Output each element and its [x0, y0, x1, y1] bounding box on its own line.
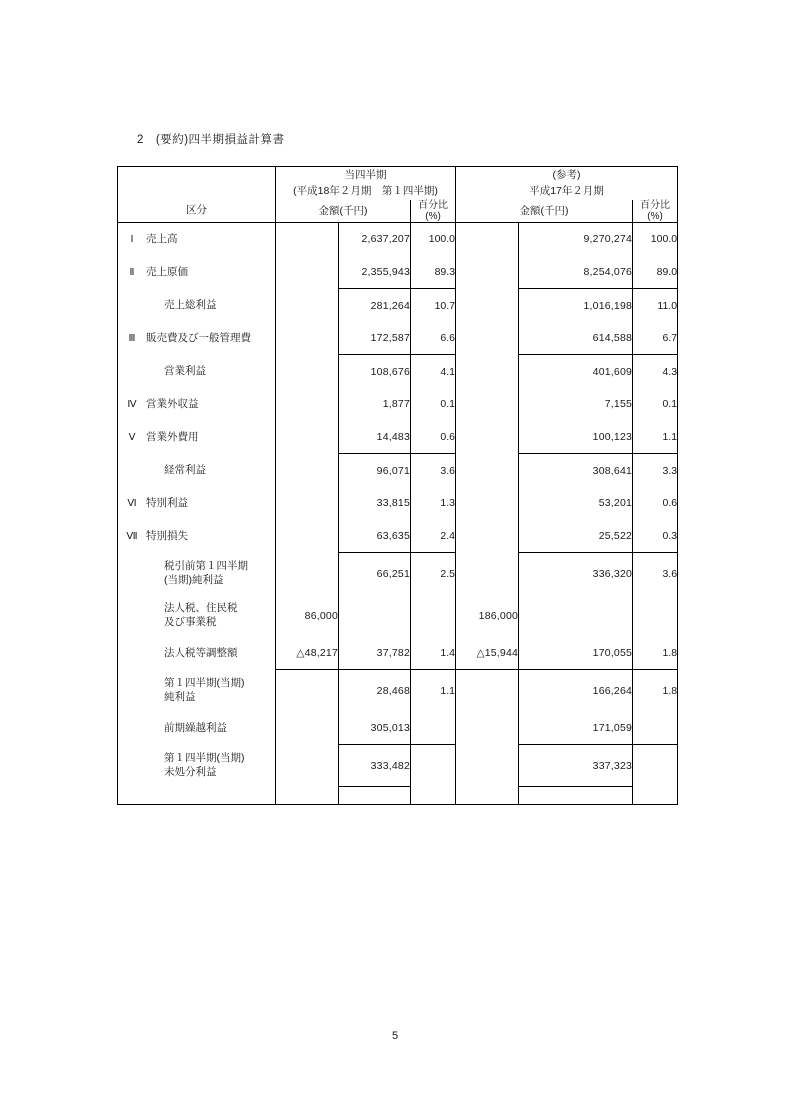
row-sub-amount-current — [276, 421, 339, 454]
table-row — [118, 595, 678, 637]
row-percent-reference — [633, 745, 678, 787]
header-reference-period — [456, 167, 678, 200]
blank-percent-current — [411, 787, 456, 805]
row-sub-amount-reference — [456, 222, 519, 256]
row-sub-amount-current — [276, 745, 339, 787]
header-col-amount-current: 金額(千円) — [276, 200, 411, 223]
row-percent-current: 2.4 — [411, 520, 456, 553]
row-label: 売上高 — [146, 232, 178, 245]
row-label: 法人税、住民税 及び事業税 — [164, 602, 238, 628]
row-division-cell — [118, 487, 276, 520]
row-division-cell — [118, 222, 276, 256]
row-percent-current: 10.7 — [411, 289, 456, 322]
row-sub-amount-reference — [456, 553, 519, 595]
row-sub-amount-current — [276, 222, 339, 256]
row-label: 税引前第１四半期 (当期)純利益 — [164, 560, 248, 586]
table-trailing-blank-row — [118, 787, 678, 805]
row-percent-reference: 100.0 — [633, 222, 678, 256]
row-amount-reference: 100,123 — [519, 421, 633, 454]
header-col-percent-reference: 百分比 (%) — [633, 200, 678, 223]
table-row — [118, 520, 678, 553]
table-row — [118, 637, 678, 670]
row-sub-amount-reference — [456, 355, 519, 388]
row-label: 営業外費用 — [146, 430, 199, 443]
header-col-division: 区分 — [186, 203, 207, 216]
row-sub-amount-current — [276, 322, 339, 355]
row-percent-current: 1.4 — [411, 637, 456, 670]
row-division-cell — [118, 670, 276, 712]
row-percent-reference: 89.0 — [633, 256, 678, 289]
row-sub-amount-current — [276, 520, 339, 553]
row-percent-current — [411, 712, 456, 745]
row-division-cell — [118, 595, 276, 637]
row-percent-reference: 3.6 — [633, 553, 678, 595]
row-percent-reference: 1.8 — [633, 637, 678, 670]
row-amount-reference: 614,588 — [519, 322, 633, 355]
row-amount-current: 37,782 — [339, 637, 411, 670]
row-label: 特別利益 — [146, 496, 188, 509]
table-row — [118, 289, 678, 322]
row-sub-amount-reference — [456, 322, 519, 355]
row-percent-reference: 0.3 — [633, 520, 678, 553]
row-amount-reference: 171,059 — [519, 712, 633, 745]
row-roman-numeral: Ⅴ — [128, 431, 136, 443]
blank-amount-current — [339, 787, 411, 805]
row-sub-amount-reference — [456, 388, 519, 421]
row-division-cell — [118, 289, 276, 322]
row-percent-reference — [633, 595, 678, 637]
row-percent-current — [411, 745, 456, 787]
row-amount-reference: 401,609 — [519, 355, 633, 388]
row-sub-amount-reference — [456, 670, 519, 712]
blank-sub-amount-reference — [456, 787, 519, 805]
table-row — [118, 745, 678, 787]
row-percent-current: 3.6 — [411, 454, 456, 487]
row-division-cell — [118, 553, 276, 595]
row-amount-current: 96,071 — [339, 454, 411, 487]
row-amount-current: 2,637,207 — [339, 222, 411, 256]
table-row — [118, 222, 678, 256]
header-blank-corner — [118, 167, 276, 223]
row-division-cell — [118, 454, 276, 487]
row-division-cell — [118, 745, 276, 787]
row-division-cell — [118, 421, 276, 454]
row-division-cell — [118, 520, 276, 553]
row-percent-reference: 3.3 — [633, 454, 678, 487]
table-row — [118, 355, 678, 388]
row-division-cell — [118, 637, 276, 670]
blank-amount-reference — [519, 787, 633, 805]
row-sub-amount-current: 86,000 — [276, 595, 339, 637]
row-amount-reference: 25,522 — [519, 520, 633, 553]
row-amount-current: 333,482 — [339, 745, 411, 787]
quarterly-income-statement-table — [117, 166, 678, 805]
header-reference-period-line2: 平成17年２月期 — [529, 185, 604, 198]
row-percent-reference: 11.0 — [633, 289, 678, 322]
row-amount-reference: 9,270,274 — [519, 222, 633, 256]
row-sub-amount-reference — [456, 712, 519, 745]
row-division-cell — [118, 355, 276, 388]
page-title: 2 (要約)四半期損益計算書 — [137, 134, 285, 146]
row-percent-reference: 6.7 — [633, 322, 678, 355]
row-division-cell — [118, 712, 276, 745]
row-percent-current: 2.5 — [411, 553, 456, 595]
blank-percent-reference — [633, 787, 678, 805]
header-current-period — [276, 167, 456, 200]
table-row — [118, 388, 678, 421]
row-amount-reference: 170,055 — [519, 637, 633, 670]
row-amount-reference: 53,201 — [519, 487, 633, 520]
row-amount-current: 172,587 — [339, 322, 411, 355]
table-row — [118, 553, 678, 595]
row-percent-current: 4.1 — [411, 355, 456, 388]
row-label: 第１四半期(当期) 未処分利益 — [164, 752, 245, 778]
row-percent-current: 1.3 — [411, 487, 456, 520]
row-sub-amount-reference — [456, 256, 519, 289]
row-label: 営業外収益 — [146, 397, 199, 410]
row-sub-amount-reference: △15,944 — [456, 637, 519, 670]
row-roman-numeral: Ⅶ — [126, 530, 138, 542]
row-roman-numeral: Ⅰ — [130, 233, 134, 245]
row-amount-current: 2,355,943 — [339, 256, 411, 289]
row-amount-reference: 166,264 — [519, 670, 633, 712]
row-amount-reference: 7,155 — [519, 388, 633, 421]
row-amount-reference: 337,323 — [519, 745, 633, 787]
row-division-cell — [118, 388, 276, 421]
header-col-percent-current: 百分比 (%) — [411, 200, 456, 223]
table-header-period-row — [118, 167, 678, 200]
row-label: 販売費及び一般管理費 — [146, 331, 251, 344]
row-amount-current: 63,635 — [339, 520, 411, 553]
header-col-amount-reference: 金額(千円) — [456, 200, 633, 223]
row-amount-reference — [519, 595, 633, 637]
row-sub-amount-reference — [456, 421, 519, 454]
row-percent-current: 0.6 — [411, 421, 456, 454]
page-number: 5 — [391, 1030, 399, 1042]
row-label: 経常利益 — [164, 463, 206, 476]
row-division-cell — [118, 322, 276, 355]
row-amount-current: 108,676 — [339, 355, 411, 388]
row-percent-current: 0.1 — [411, 388, 456, 421]
row-sub-amount-reference: 186,000 — [456, 595, 519, 637]
row-percent-reference — [633, 712, 678, 745]
row-percent-current: 100.0 — [411, 222, 456, 256]
row-sub-amount-current — [276, 712, 339, 745]
row-roman-numeral: Ⅱ — [129, 266, 135, 278]
table-row — [118, 712, 678, 745]
row-percent-reference: 4.3 — [633, 355, 678, 388]
row-percent-current: 1.1 — [411, 670, 456, 712]
row-sub-amount-current: △48,217 — [276, 637, 339, 670]
row-percent-reference: 1.8 — [633, 670, 678, 712]
row-label: 売上総利益 — [164, 298, 217, 311]
table-row — [118, 256, 678, 289]
header-reference-period-line1: (参考) — [552, 169, 581, 181]
row-sub-amount-current — [276, 388, 339, 421]
blank-sub-amount-current — [276, 787, 339, 805]
row-amount-current: 14,483 — [339, 421, 411, 454]
row-percent-current: 89.3 — [411, 256, 456, 289]
row-amount-current: 33,815 — [339, 487, 411, 520]
table-row — [118, 670, 678, 712]
row-percent-reference: 0.6 — [633, 487, 678, 520]
row-amount-current: 1,877 — [339, 388, 411, 421]
row-amount-reference: 336,320 — [519, 553, 633, 595]
row-sub-amount-current — [276, 256, 339, 289]
row-sub-amount-current — [276, 487, 339, 520]
row-sub-amount-current — [276, 670, 339, 712]
row-roman-numeral: Ⅳ — [127, 398, 137, 410]
blank-division — [118, 787, 276, 805]
row-amount-current: 66,251 — [339, 553, 411, 595]
row-label: 営業利益 — [164, 364, 206, 377]
row-sub-amount-current — [276, 553, 339, 595]
header-current-period-line1: 当四半期 — [344, 169, 387, 181]
header-current-period-line2: (平成18年２月期 第１四半期) — [293, 185, 438, 198]
row-label: 前期繰越利益 — [164, 721, 227, 734]
row-percent-reference: 0.1 — [633, 388, 678, 421]
row-sub-amount-current — [276, 289, 339, 322]
row-label: 第１四半期(当期) 純利益 — [164, 677, 245, 703]
row-sub-amount-reference — [456, 520, 519, 553]
row-percent-current — [411, 595, 456, 637]
row-sub-amount-reference — [456, 487, 519, 520]
row-amount-reference: 308,641 — [519, 454, 633, 487]
row-sub-amount-current — [276, 355, 339, 388]
row-percent-current: 6.6 — [411, 322, 456, 355]
table-row — [118, 454, 678, 487]
row-amount-current: 281,264 — [339, 289, 411, 322]
row-roman-numeral: Ⅲ — [128, 332, 136, 344]
row-percent-reference: 1.1 — [633, 421, 678, 454]
row-amount-reference: 8,254,076 — [519, 256, 633, 289]
row-sub-amount-current — [276, 454, 339, 487]
row-amount-current: 305,013 — [339, 712, 411, 745]
row-sub-amount-reference — [456, 454, 519, 487]
row-label: 売上原価 — [146, 265, 188, 278]
table-row — [118, 421, 678, 454]
row-sub-amount-reference — [456, 745, 519, 787]
row-roman-numeral: Ⅵ — [127, 497, 137, 509]
row-sub-amount-reference — [456, 289, 519, 322]
row-division-cell — [118, 256, 276, 289]
row-label: 法人税等調整額 — [164, 646, 238, 659]
row-amount-current — [339, 595, 411, 637]
row-label: 特別損失 — [146, 529, 188, 542]
table-row — [118, 322, 678, 355]
table-row — [118, 487, 678, 520]
row-amount-current: 28,468 — [339, 670, 411, 712]
row-amount-reference: 1,016,198 — [519, 289, 633, 322]
